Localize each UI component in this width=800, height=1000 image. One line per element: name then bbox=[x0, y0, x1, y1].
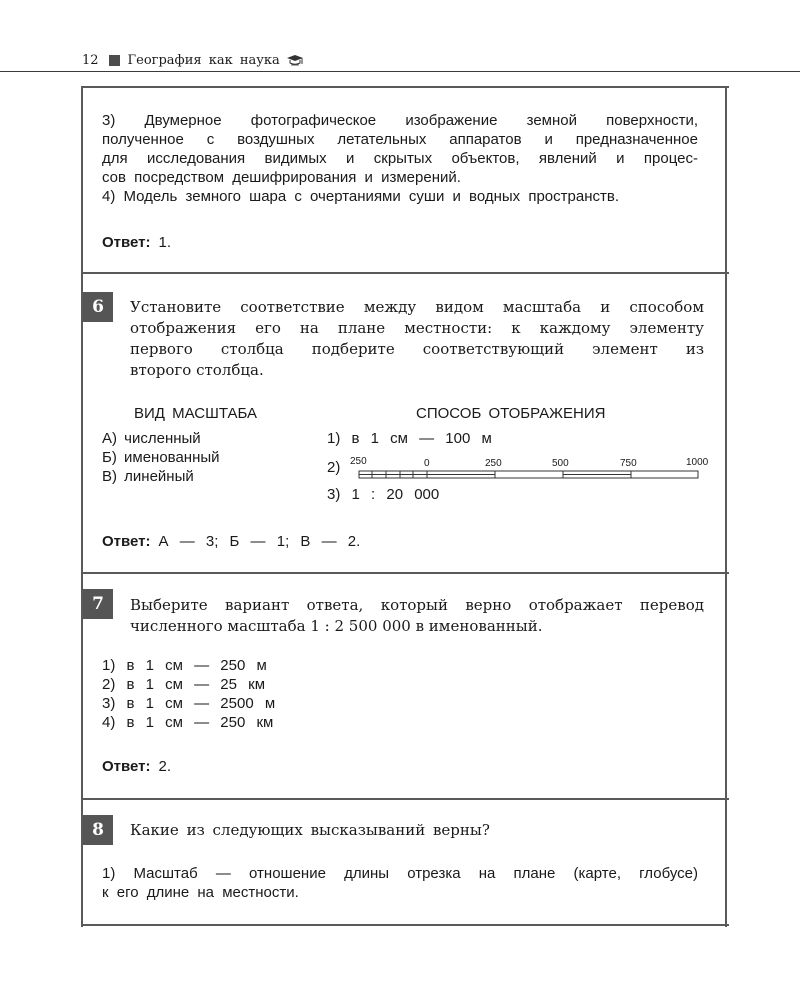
right-column-header: СПОСОБ ОТОБРАЖЕНИЯ bbox=[416, 405, 606, 422]
question-7-text bbox=[130, 595, 704, 637]
scale-label: 250 bbox=[350, 456, 367, 467]
right-item-1: 1) в 1 см — 100 м bbox=[327, 430, 492, 447]
left-column-header: ВИД МАСШТАБА bbox=[134, 405, 258, 422]
text-line: 1) Масштаб — отношение длины отрезка на плане (карте, глобусе) bbox=[102, 865, 698, 882]
answer-value: 1. bbox=[158, 234, 172, 251]
content-frame bbox=[81, 86, 727, 927]
divider-q7 bbox=[81, 572, 729, 574]
continued-options bbox=[102, 111, 698, 206]
answer-label: Ответ: bbox=[102, 533, 151, 550]
divider-q6 bbox=[81, 272, 729, 274]
text-line: первого столбца подберите соответствующий элемент из bbox=[130, 340, 704, 358]
question-number-8: 8 bbox=[83, 815, 113, 845]
text-line: второго столбца. bbox=[130, 361, 264, 379]
page-number: 12 bbox=[82, 52, 99, 68]
option-2: 2) в 1 см — 25 км bbox=[102, 676, 266, 693]
left-item-b: Б) именованный bbox=[102, 449, 220, 466]
graduation-cap-icon bbox=[286, 53, 304, 67]
scale-label: 0 bbox=[424, 458, 430, 469]
answer-q5 bbox=[102, 234, 171, 251]
answer-q6 bbox=[102, 533, 360, 550]
linear-scale-bar bbox=[346, 454, 708, 484]
option-3: 3) в 1 см — 2500 м bbox=[102, 695, 276, 712]
text-line: полученное с воздушных летательных аппаратов и предназначенное bbox=[102, 131, 698, 148]
text-line: для исследования видимых и скрытых объектов, явлений и процес- bbox=[102, 150, 698, 167]
answer-q7 bbox=[102, 758, 171, 775]
question-number-6: 6 bbox=[83, 292, 113, 322]
answer-value: 2. bbox=[158, 758, 172, 775]
text-line: Выберите вариант ответа, который верно отображает перевод bbox=[130, 596, 704, 614]
header-title: География как наука bbox=[127, 52, 280, 68]
header-square-icon bbox=[109, 55, 120, 66]
option-1: 1) в 1 см — 250 м bbox=[102, 657, 267, 674]
header-rule bbox=[0, 71, 800, 72]
question-number-7: 7 bbox=[83, 589, 113, 619]
answer-value: А — 3; Б — 1; В — 2. bbox=[158, 533, 361, 550]
left-item-c: В) линейный bbox=[102, 468, 194, 485]
question-8-option-1 bbox=[102, 864, 698, 902]
question-8-text: Какие из следующих высказываний верны? bbox=[130, 821, 490, 839]
divider-q8 bbox=[81, 798, 729, 800]
text-line: 4) Модель земного шара с очертаниями суши и водных пространств. bbox=[102, 188, 619, 205]
scale-label: 1000 bbox=[686, 457, 708, 468]
scale-label: 500 bbox=[552, 458, 569, 469]
text-line: 3) Двумерное фотографическое изображение земной поверхности, bbox=[102, 112, 698, 129]
frame-bottom-border bbox=[81, 924, 729, 926]
answer-label: Ответ: bbox=[102, 234, 151, 251]
option-4: 4) в 1 см — 250 км bbox=[102, 714, 274, 731]
question-6-text bbox=[130, 297, 704, 381]
text-line: численного масштаба 1 : 2 500 000 в именованный. bbox=[130, 617, 543, 635]
scale-label: 250 bbox=[485, 458, 502, 469]
text-line: сов посредством дешифрирования и измерений. bbox=[102, 169, 461, 186]
text-line: к его длине на местности. bbox=[102, 884, 299, 901]
left-item-a: А) численный bbox=[102, 430, 201, 447]
frame-top-border bbox=[81, 86, 729, 88]
right-item-2-prefix: 2) bbox=[327, 459, 341, 476]
scale-label: 750 bbox=[620, 458, 637, 469]
answer-label: Ответ: bbox=[102, 758, 151, 775]
text-line: отображения его на плане местности: к каждому элементу bbox=[130, 319, 704, 337]
right-item-3: 3) 1 : 20 000 bbox=[327, 486, 440, 503]
running-header bbox=[82, 50, 304, 70]
text-line: Установите соответствие между видом масштаба и способом bbox=[130, 298, 704, 316]
